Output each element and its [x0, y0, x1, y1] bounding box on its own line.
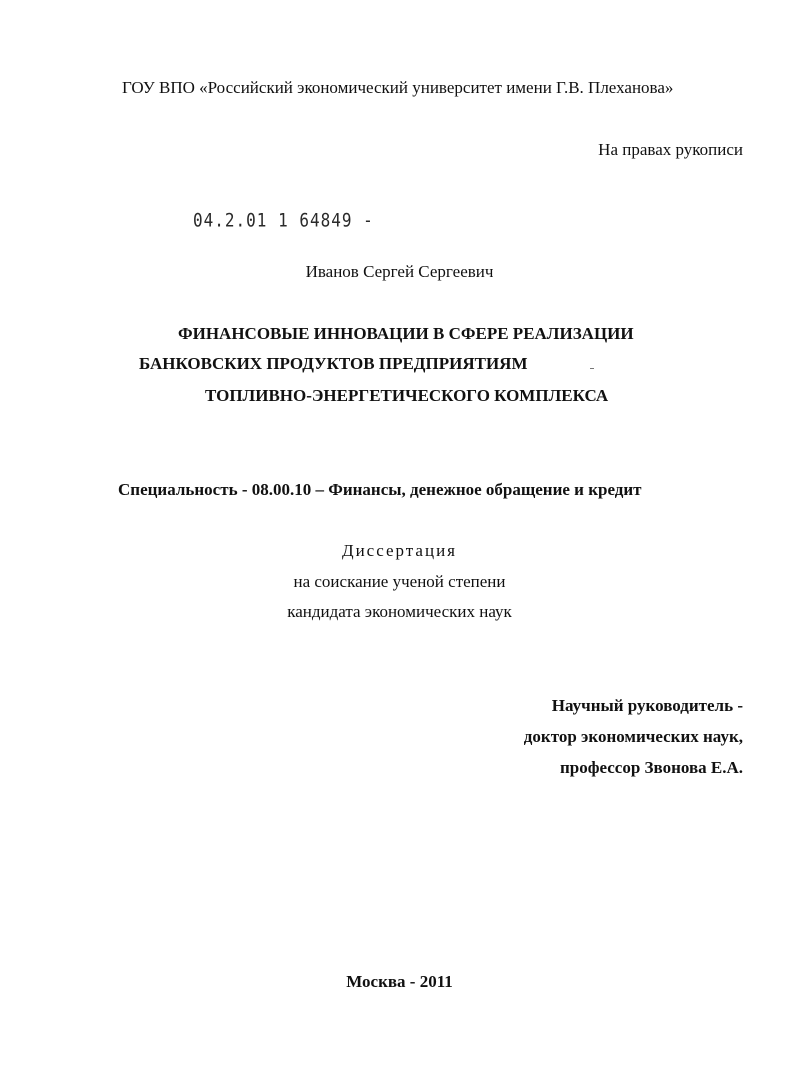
specialty: Специальность - 08.00.10 – Финансы, денежное обращение и кредит: [118, 480, 642, 499]
document-type: Диссертация: [341, 541, 457, 560]
author-name: Иванов Сергей Сергеевич: [305, 262, 494, 281]
city-year: Москва - 2011: [346, 972, 453, 991]
library-stamp-number: 04.2.01 1 64849 -: [193, 209, 374, 231]
thesis-title-line-1: ФИНАНСОВЫЕ ИННОВАЦИИ В СФЕРЕ РЕАЛИЗАЦИИ: [178, 324, 634, 343]
rights-notice: На правах рукописи: [598, 140, 743, 159]
stray-mark: [590, 368, 594, 369]
degree-purpose: на соискание ученой степени: [293, 572, 506, 591]
degree-name: кандидата экономических наук: [287, 602, 512, 621]
thesis-title-line-2: БАНКОВСКИХ ПРОДУКТОВ ПРЕДПРИЯТИЯМ: [139, 354, 528, 373]
institution-name: ГОУ ВПО «Российский экономический университет имени Г.В. Плеханова»: [122, 78, 674, 97]
supervisor-degree: доктор экономических наук,: [523, 727, 743, 746]
thesis-title-line-3: ТОПЛИВНО-ЭНЕРГЕТИЧЕСКОГО КОМПЛЕКСА: [205, 386, 609, 405]
supervisor-name: профессор Звонова Е.А.: [559, 758, 743, 777]
supervisor-role: Научный руководитель -: [551, 696, 743, 715]
